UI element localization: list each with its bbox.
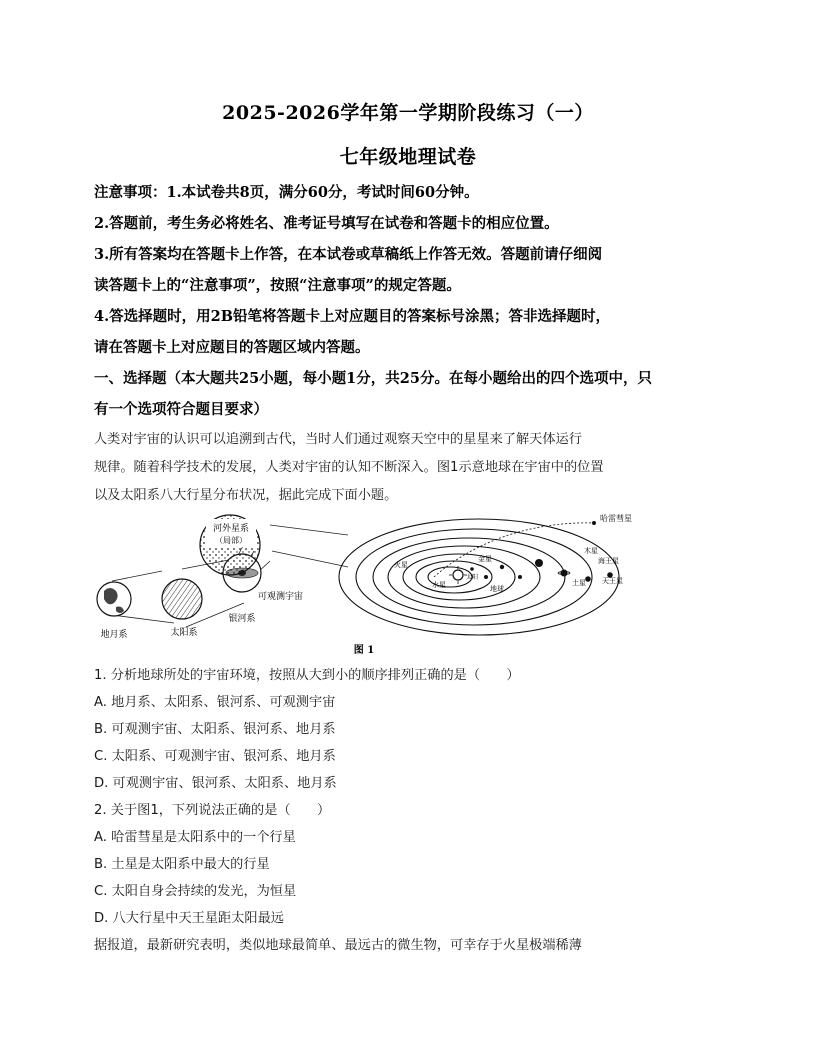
solar-system-icon	[162, 579, 202, 619]
question-stem: 1. 分析地球所处的宇宙环境，按照从大到小的顺序排列正确的是（ ）	[94, 668, 520, 683]
planet-label: 水星	[432, 581, 446, 589]
question-option: C. 太阳系、可观测宇宙、银河系、地月系	[94, 749, 336, 764]
earth-moon-label: 地月系	[100, 630, 128, 640]
question-option: A. 地月系、太阳系、银河系、可观测宇宙	[94, 695, 336, 710]
observable-universe-label: 可观测宇宙	[258, 592, 304, 602]
passage-line: 据报道，最新研究表明，类似地球最简单、最远古的微生物，可幸存于火星极端稀薄	[94, 938, 582, 953]
notice-line: 读答题卡上的“注意事项”，按照“注意事项”的规定答题。	[94, 277, 461, 294]
solar-system-orbits-diagram	[339, 513, 632, 635]
passage-line: 人类对宇宙的认识可以追溯到古代，当时人们通过观察天空中的星星来了解天体运行	[94, 432, 582, 447]
exam-title: 2025-2026学年第一学期阶段练习（一）	[222, 102, 594, 124]
galaxy-label: 银河系	[228, 614, 256, 624]
section-heading-cont: 有一个选项符合题目要求）	[94, 401, 268, 418]
figure-1-diagram	[94, 511, 634, 659]
planet-label: 木星	[584, 547, 598, 555]
figure-caption: 图 1	[353, 645, 375, 656]
halley-comet-label: 哈雷彗星	[600, 514, 632, 523]
extragalactic-label: 河外星系	[212, 524, 250, 534]
question-option: A. 哈雷彗星是太阳系中的一个行星	[94, 830, 296, 845]
comet-icon	[592, 521, 596, 525]
planet-label: 金星	[478, 555, 492, 563]
question-option: B. 土星是太阳系中最大的行星	[94, 857, 270, 872]
passage-line: 规律。随着科学技术的发展，人类对宇宙的认知不断深入。图1示意地球在宇宙中的位置	[94, 460, 604, 475]
exam-subtitle: 七年级地理试卷	[339, 146, 477, 168]
notice-line: 4.答选择题时，用2B铅笔将答题卡上对应题目的答案标号涂黑；答非选择题时，	[94, 308, 610, 325]
planet-label: 天王星	[602, 577, 623, 585]
section-heading: 一、选择题（本大题共25小题，每小题1分，共25分。在每小题给出的四个选项中，只	[94, 370, 652, 387]
notice-line: 请在答题卡上对应题目的答题区域内答题。	[94, 339, 370, 356]
sun-icon	[453, 570, 463, 580]
planet-label: 土星	[572, 579, 586, 587]
system-hierarchy-diagram	[97, 515, 348, 640]
question-option: C. 太阳自身会持续的发光，为恒星	[94, 884, 297, 899]
planet-label: 火星	[394, 561, 408, 569]
extragalactic-part-label: （局部）	[215, 536, 247, 545]
notice-line: 3.所有答案均在答题卡上作答，在本试卷或草稿纸上作答无效。答题前请仔细阅	[94, 246, 603, 263]
planet-label: 海王星	[598, 557, 619, 565]
notice-line: 2.答题前，考生务必将姓名、准考证号填写在试卷和答题卡的相应位置。	[94, 215, 559, 232]
planet-label: 地球	[490, 585, 504, 593]
question-option: B. 可观测宇宙、太阳系、银河系、地月系	[94, 722, 336, 737]
passage-line: 以及太阳系八大行星分布状况，据此完成下面小题。	[94, 488, 398, 503]
solar-system-label: 太阳系	[170, 628, 198, 638]
question-option: D. 可观测宇宙、银河系、太阳系、地月系	[94, 776, 337, 791]
question-option: D. 八大行星中天王星距太阳最远	[94, 911, 284, 926]
sun-label: 太阳	[466, 574, 479, 581]
question-stem: 2. 关于图1，下列说法正确的是（ ）	[94, 803, 331, 818]
notice-line: 注意事项：1.本试卷共8页，满分60分，考试时间60分钟。	[94, 184, 479, 201]
